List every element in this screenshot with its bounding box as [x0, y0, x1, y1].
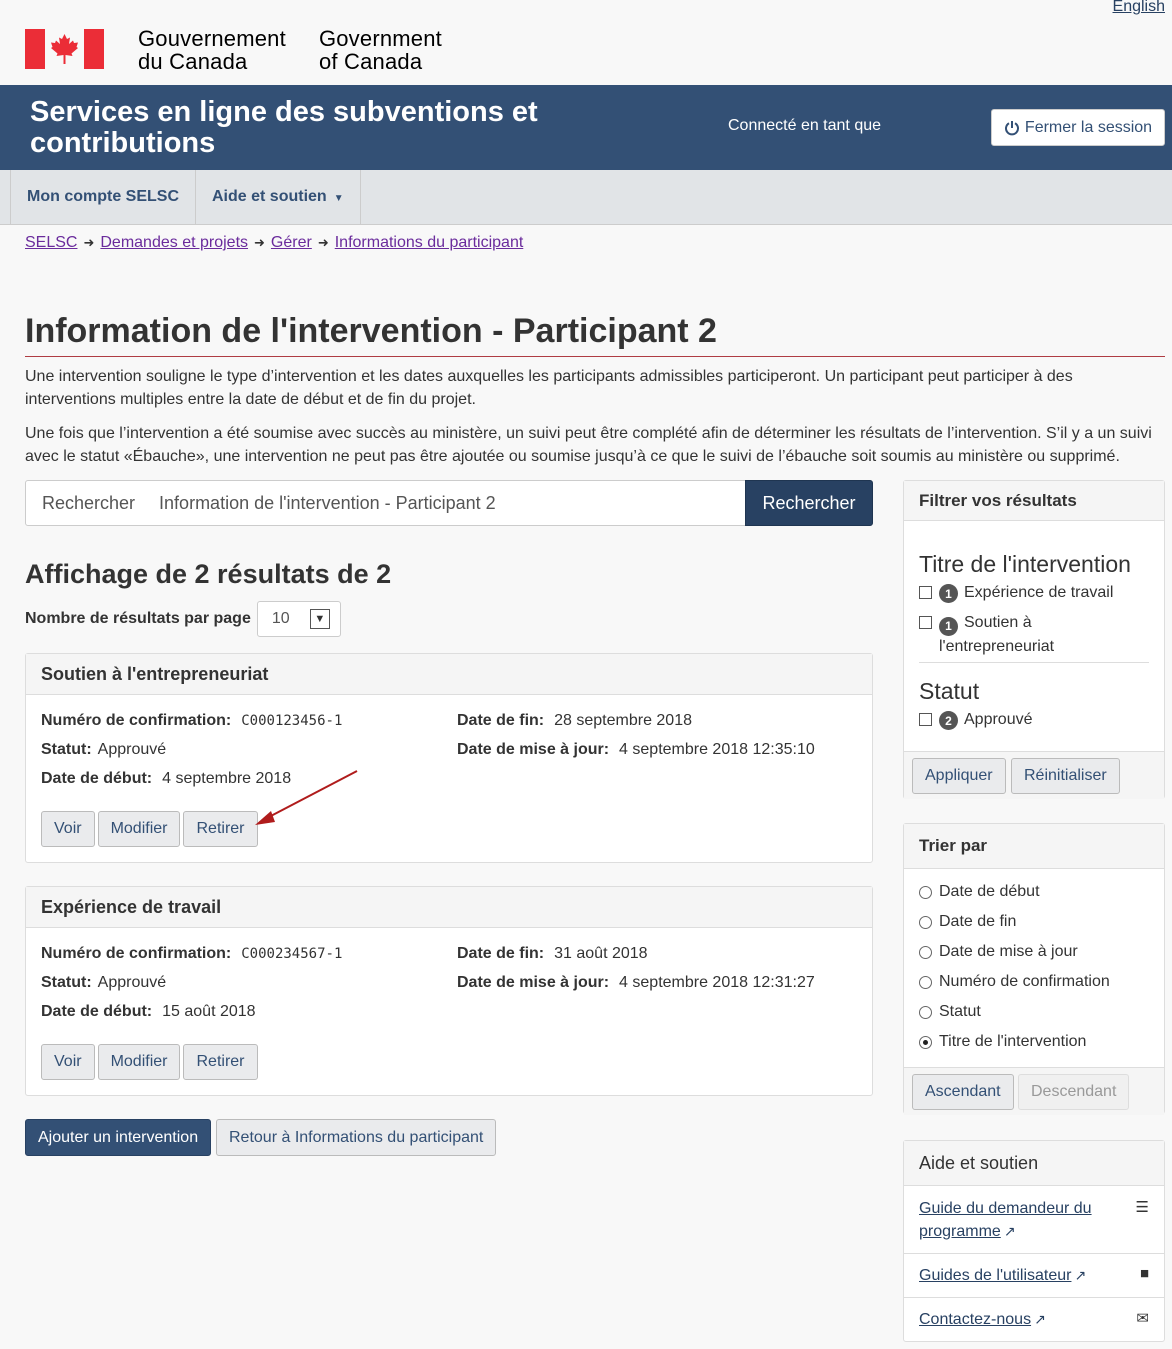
breadcrumb-selsc[interactable]: SELSC: [25, 234, 78, 251]
count-badge: 1: [939, 584, 958, 603]
sort-option-start-date[interactable]: Date de début: [919, 883, 1040, 901]
withdraw-button[interactable]: Retirer: [183, 811, 257, 847]
filter-heading: Filtrer vos résultats: [904, 481, 1164, 521]
help-panel: [903, 1140, 1165, 1342]
fip-french: Gouvernement du Canada: [138, 26, 286, 74]
apply-filter-button[interactable]: Appliquer: [912, 758, 1006, 794]
radio-button[interactable]: [919, 916, 932, 929]
filter-actions: [904, 751, 1164, 799]
external-link-icon: ↗: [1074, 1267, 1087, 1283]
sort-option-end-date[interactable]: Date de fin: [919, 913, 1016, 931]
radio-button[interactable]: [919, 946, 932, 959]
annotation-arrow-icon: [245, 765, 365, 830]
updated-date-field: Date de mise à jour: 4 septembre 2018 12:31:27: [457, 974, 815, 991]
start-date-field: Date de début: 15 août 2018: [41, 1003, 256, 1020]
sort-ascending-button[interactable]: Ascendant: [912, 1074, 1014, 1110]
radio-button[interactable]: [919, 1006, 932, 1019]
main-menu: [0, 170, 1172, 225]
sort-heading: Trier par: [904, 824, 1164, 869]
sort-actions: [904, 1067, 1164, 1115]
result-actions: [41, 1044, 258, 1080]
radio-button[interactable]: [919, 886, 932, 899]
language-toggle-link[interactable]: English: [1112, 0, 1165, 15]
arrow-right-icon: ➜: [83, 235, 95, 250]
envelope-icon: ✉: [1136, 1310, 1149, 1327]
end-date-field: Date de fin: 31 août 2018: [457, 945, 648, 962]
result-title: Expérience de travail: [26, 887, 872, 928]
search-label: Rechercher: [42, 492, 136, 513]
page-title: Information de l'intervention - Participant 2: [25, 312, 1165, 357]
sort-panel: [903, 823, 1165, 1114]
menu-help-support[interactable]: [196, 170, 361, 224]
breadcrumb-participant-info[interactable]: Informations du participant: [334, 234, 524, 251]
book-icon: ■: [1139, 1265, 1149, 1282]
radio-button-selected[interactable]: [919, 1036, 932, 1049]
filter-option-label: Expérience de travail: [964, 584, 1114, 601]
arrow-right-icon: ➜: [317, 235, 329, 250]
status-value: Approuvé: [97, 741, 167, 758]
search-button[interactable]: Rechercher: [745, 480, 873, 526]
status-field: Statut: Approuvé: [41, 741, 167, 758]
filter-status-title: Statut: [919, 678, 980, 704]
help-heading: Aide et soutien: [904, 1141, 1164, 1186]
withdraw-button[interactable]: Retirer: [183, 1044, 257, 1080]
result-panel: [25, 653, 873, 863]
canada-flag-icon: [25, 29, 104, 69]
view-button[interactable]: Voir: [41, 1044, 95, 1080]
updated-date-value: 4 septembre 2018 12:31:27: [619, 974, 815, 991]
applicant-guide-link[interactable]: Guide du demandeur du programme ↗: [919, 1197, 1109, 1243]
chevron-down-icon: ▼: [333, 192, 344, 204]
per-page-select[interactable]: [257, 601, 341, 637]
count-badge: 2: [939, 711, 958, 730]
radio-button[interactable]: [919, 976, 932, 989]
sort-option-status[interactable]: Statut: [919, 1003, 981, 1021]
start-date-value: 15 août 2018: [162, 1003, 256, 1020]
checkbox[interactable]: [919, 586, 932, 599]
updated-date-value: 4 septembre 2018 12:35:10: [619, 741, 815, 758]
confirmation-number: C000123456-1: [241, 713, 343, 729]
confirmation-number: C000234567-1: [241, 946, 343, 962]
reset-filter-button[interactable]: Réinitialiser: [1011, 758, 1120, 794]
divider: [904, 1253, 1164, 1254]
result-panel: [25, 886, 873, 1096]
breadcrumb-manage[interactable]: Gérer: [270, 234, 312, 251]
result-title: Soutien à l'entrepreneuriat: [26, 654, 872, 695]
filter-option-label: Approuvé: [964, 711, 1033, 728]
filter-option-approved[interactable]: [919, 709, 1033, 731]
menu-help-label: Aide et soutien: [212, 188, 327, 205]
status-field: Statut: Approuvé: [41, 974, 167, 991]
filter-type-title: Titre de l'intervention: [919, 551, 1131, 577]
add-intervention-button[interactable]: Ajouter un intervention: [25, 1119, 211, 1156]
status-value: Approuvé: [97, 974, 167, 991]
external-link-icon: ↗: [1034, 1311, 1046, 1327]
updated-date-field: Date de mise à jour: 4 septembre 2018 12:35:10: [457, 741, 815, 758]
result-actions: [41, 811, 258, 847]
logout-label: Fermer la session: [1024, 118, 1153, 136]
checkbox[interactable]: [919, 616, 932, 629]
end-date-value: 28 septembre 2018: [554, 712, 692, 729]
sort-option-updated-date[interactable]: Date de mise à jour: [919, 943, 1078, 961]
results-heading: Affichage de 2 résultats de 2: [25, 559, 392, 589]
filter-option-text: [939, 612, 1119, 658]
count-badge: 1: [939, 617, 958, 636]
edit-button[interactable]: Modifier: [98, 1044, 181, 1080]
sort-option-confirmation[interactable]: Numéro de confirmation: [919, 973, 1110, 991]
start-date-value: 4 septembre 2018: [162, 770, 292, 787]
per-page-value: 10: [271, 610, 290, 627]
breadcrumb: [25, 234, 523, 252]
filter-option-work-experience[interactable]: [919, 582, 1113, 604]
external-link-icon: ↗: [1003, 1223, 1016, 1239]
intro-paragraph-1: Une intervention souligne le type d’intervention et les dates auxquelles les participants admissibles participeront. Un participant peut participer à des interventions multiples entre la date de début et de fin du projet.: [25, 368, 1073, 408]
intro-paragraph-2: Une fois que l’intervention a été soumise avec succès au ministère, un suivi peut être complété afin de déterminer les résultats de l’intervention. S’il y a un suivi avec le statut «Ébauche», une intervention ne peut pas être ajoutée ou soumise jusqu’à ce que le suivi de l’ébauche soit soumis au ministère ou supprimé.: [25, 425, 1152, 465]
government-signature: [25, 27, 442, 72]
end-date-value: 31 août 2018: [554, 945, 648, 962]
power-icon: [1004, 120, 1020, 136]
fip-english: Government of Canada: [318, 26, 442, 74]
view-button[interactable]: Voir: [41, 811, 95, 847]
divider: [919, 662, 1149, 663]
end-date-field: Date de fin: 28 septembre 2018: [457, 712, 692, 729]
contact-us-link[interactable]: Contactez-nous ↗: [919, 1308, 1046, 1331]
divider: [904, 1297, 1164, 1298]
filter-option-label: Soutien à l'entrepreneuriat: [939, 614, 1055, 655]
arrow-right-icon: ➜: [254, 235, 265, 250]
filter-option-entrepreneurship[interactable]: [919, 612, 1119, 658]
filter-panel: [903, 480, 1165, 799]
start-date-field: Date de début: 4 septembre 2018: [41, 770, 292, 787]
search-field[interactable]: [25, 480, 873, 526]
checkbox[interactable]: [919, 713, 932, 726]
user-guides-link[interactable]: Guides de l'utilisateur ↗: [919, 1264, 1086, 1287]
results-per-page: [25, 601, 341, 637]
confirmation-field: Numéro de confirmation: C000123456-1: [41, 712, 343, 729]
back-to-participant-button[interactable]: Retour à Informations du participant: [216, 1119, 496, 1156]
edit-button[interactable]: Modifier: [98, 811, 181, 847]
sort-descending-button[interactable]: Descendant: [1018, 1074, 1129, 1110]
per-page-label: Nombre de résultats par page: [25, 610, 251, 627]
chevron-down-icon: ▼: [310, 609, 330, 629]
confirmation-field: Numéro de confirmation: C000234567-1: [41, 945, 343, 962]
connected-as-text: Connecté en tant que: [728, 117, 882, 134]
list-icon: ☰: [1135, 1199, 1149, 1216]
menu-my-account[interactable]: Mon compte SELSC: [10, 170, 196, 224]
application-banner: [0, 85, 1172, 170]
search-input[interactable]: Information de l'intervention - Participant 2: [159, 492, 496, 513]
breadcrumb-requests-projects[interactable]: Demandes et projets: [100, 234, 249, 251]
application-title: Services en ligne des subventions et contributions: [30, 96, 538, 159]
sort-option-title[interactable]: Titre de l'intervention: [919, 1033, 1086, 1051]
logout-button[interactable]: [991, 109, 1165, 146]
